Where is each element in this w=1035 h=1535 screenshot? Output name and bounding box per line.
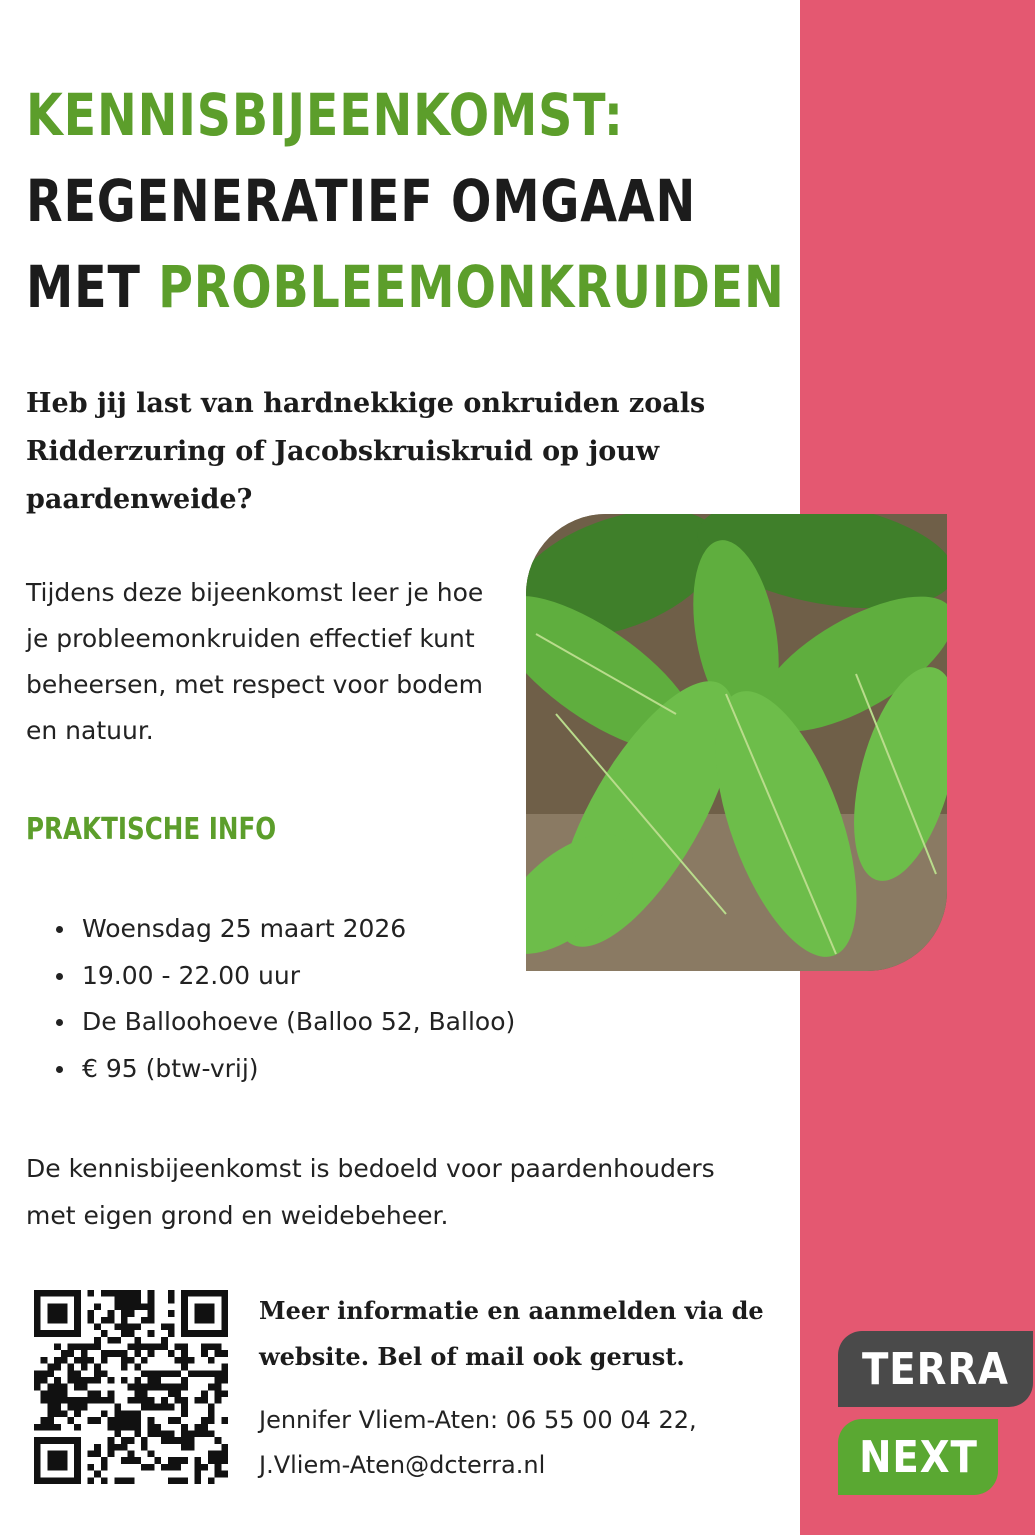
title-line-3-highlight: PROBLEEMONKRUIDEN	[158, 253, 785, 321]
info-time: 19.00 - 22.00 uur	[26, 953, 515, 1000]
qr-code[interactable]	[34, 1290, 228, 1484]
weed-photo	[526, 514, 947, 971]
info-location: De Balloohoeve (Balloo 52, Balloo)	[26, 999, 515, 1046]
contact-info	[259, 1398, 789, 1488]
target-audience: De kennisbijeenkomst is bedoeld voor paardenhouders met eigen grond en weidebeheer.	[26, 1154, 715, 1230]
contact-email[interactable]: J.Vliem-Aten@dcterra.nl	[259, 1451, 546, 1479]
title-line-3	[26, 244, 785, 330]
qr-code-image	[34, 1290, 228, 1484]
title-line-3-prefix: MET	[26, 253, 141, 321]
title-line-1: KENNISBIJEENKOMST:	[26, 81, 624, 149]
title-line-2: REGENERATIEF OMGAAN	[26, 167, 697, 235]
logo-terra-text: TERRA	[862, 1343, 1009, 1395]
logo-next	[838, 1419, 998, 1495]
event-description: Tijdens deze bijeenkomst leer je hoe je probleemonkruiden effectief kunt beheersen, met respect voor bodem en natuur.	[26, 578, 484, 745]
contact-phone[interactable]: Jennifer Vliem-Aten: 06 55 00 04 22,	[259, 1406, 697, 1434]
logo-terra	[838, 1331, 1033, 1407]
page-title	[26, 72, 785, 330]
intro-question: Heb jij last van hardnekkige onkruiden zoals Ridderzuring of Jacobskruiskruid op jouw paardenweide?	[26, 388, 706, 515]
sorrel-plant-image	[526, 514, 947, 971]
logo-next-text: NEXT	[858, 1431, 978, 1483]
info-price: € 95 (btw-vrij)	[26, 1046, 515, 1093]
practical-info-heading: PRAKTISCHE INFO	[26, 812, 277, 847]
call-to-action: Meer informatie en aanmelden via de website. Bel of mail ook gerust.	[259, 1296, 764, 1371]
info-date: Woensdag 25 maart 2026	[26, 906, 515, 953]
practical-info-list	[26, 906, 515, 1092]
